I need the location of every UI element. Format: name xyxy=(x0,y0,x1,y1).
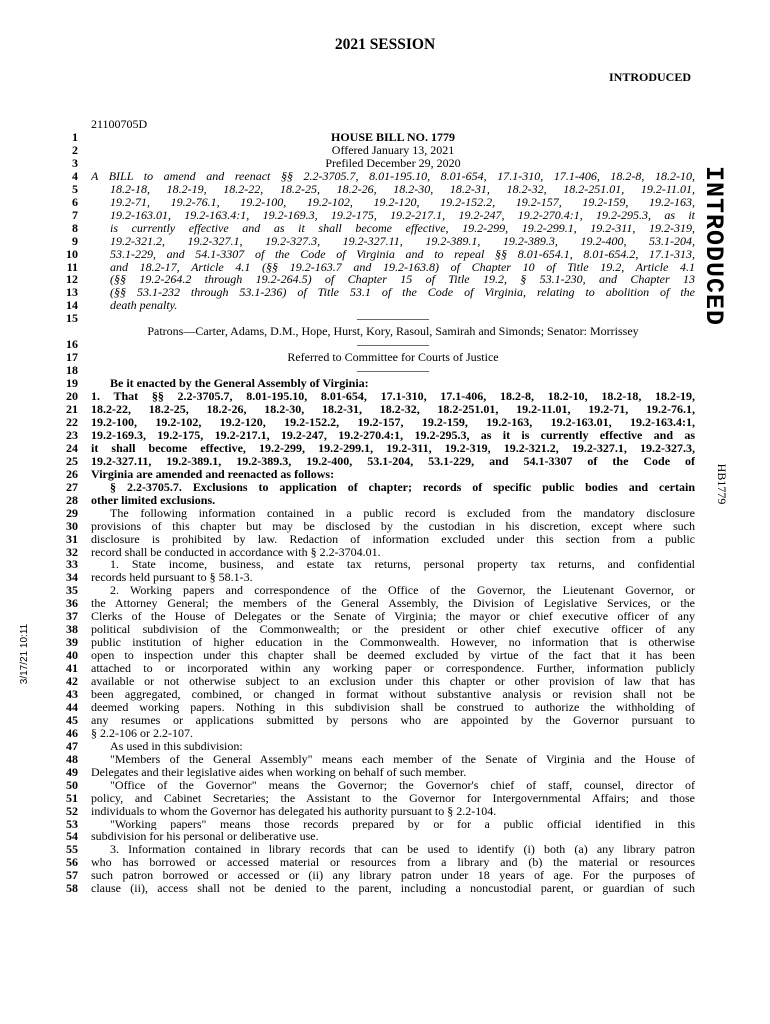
text-line xyxy=(0,714,770,727)
line-text: who has borrowed or accessed material or resources from a library and (b) the material or resources xyxy=(91,856,695,870)
line-number: 11 xyxy=(66,259,78,274)
line-number: 38 xyxy=(66,622,78,637)
line-number: 55 xyxy=(66,842,78,857)
line-text: 19.2-100, 19.2-102, 19.2-120, 19.2-152.2, 19.2-157, 19.2-159, 19.2-163, 19.2-163.01, 19.2-163.4:1, xyxy=(91,415,695,429)
text-line xyxy=(0,675,770,688)
line-number: 19 xyxy=(66,376,78,391)
line-number: 45 xyxy=(66,712,78,727)
text-line xyxy=(0,623,770,636)
line-text: subdivision for his personal or deliberative use. xyxy=(91,829,319,844)
line-text: § 2.2-3705.7. Exclusions to application of chapter; records of specific public bodies and certain xyxy=(110,480,695,494)
line-number: 20 xyxy=(66,389,78,404)
line-text: individuals to whom the Governor has delegated his authority pursuant to § 2.2-104. xyxy=(91,803,497,818)
line-text: 1. State income, business, and estate tax returns, personal property tax returns, and confidential xyxy=(110,558,695,572)
status-label: INTRODUCED xyxy=(608,70,691,84)
text-line xyxy=(0,843,770,856)
text-line xyxy=(0,429,770,442)
line-text: other limited exclusions. xyxy=(91,492,216,507)
line-number: 26 xyxy=(66,466,78,481)
text-line xyxy=(0,636,770,649)
line-text: death penalty. xyxy=(110,298,178,313)
line-number: 6 xyxy=(72,194,78,209)
line-number: 3 xyxy=(72,155,78,170)
session-heading: 2021 SESSION xyxy=(334,36,436,53)
text-line xyxy=(0,261,770,274)
line-text: deemed working papers. Nothing in this subdivision shall be construed to authorize the withholding of xyxy=(91,700,695,714)
text-line xyxy=(0,209,770,222)
line-number: 21 xyxy=(66,402,78,417)
line-text: Offered January 13, 2021 xyxy=(331,142,455,157)
text-line xyxy=(0,248,770,261)
line-text: any resumes or applications submitted by persons who are appointed by the Governor pursuant to xyxy=(91,713,695,727)
line-number: 46 xyxy=(66,725,78,740)
line-number: 40 xyxy=(66,648,78,663)
line-number: 7 xyxy=(72,207,78,222)
line-text: is currently effective and as it shall become effective, 19.2-299, 19.2-299.1, 19.2-311, 19.2-319, xyxy=(110,221,695,235)
text-line xyxy=(0,727,770,740)
line-number: 44 xyxy=(66,699,78,714)
line-text: HOUSE BILL NO. 1779 xyxy=(330,130,456,144)
line-number: 36 xyxy=(66,596,78,611)
line-number: 32 xyxy=(66,544,78,559)
line-number: 51 xyxy=(66,790,78,805)
line-text: provisions of this chapter but may be disclosed by the custodian in his discretion, except where such xyxy=(91,519,695,533)
line-number: 4 xyxy=(72,168,78,183)
text-line xyxy=(0,377,770,390)
line-number: 2 xyxy=(72,142,78,157)
text-line xyxy=(0,196,770,209)
line-number: 8 xyxy=(72,220,78,235)
line-text: 18.2-22, 18.2-25, 18.2-26, 18.2-30, 18.2-31, 18.2-32, 18.2-251.01, 19.2-11.01, 19.2-71, 19.2-76.1, xyxy=(91,403,695,416)
line-text: disclosure is prohibited by law. Redaction of information excluded under this section from a public xyxy=(91,532,695,546)
line-number: 24 xyxy=(66,440,78,455)
text-line xyxy=(0,882,770,895)
line-text: available or not otherwise subject to an exclusion under this chapter or other provision of law that has xyxy=(91,675,695,688)
line-text: § 2.2-106 or 2.2-107. xyxy=(91,725,193,740)
line-number: 10 xyxy=(66,246,78,261)
line-text: A BILL to amend and reenact §§ 2.2-3705.7, 8.01-195.10, 8.01-654, 17.1-310, 17.1-406, 18.2-8, 18.2-10, xyxy=(91,169,695,183)
text-line xyxy=(0,610,770,623)
line-number: 16 xyxy=(66,337,78,352)
line-text: 2. Working papers and correspondence of the Office of the Governor, the Lieutenant Governor, or xyxy=(110,584,695,598)
line-number: 30 xyxy=(66,518,78,533)
line-text: record shall be conducted in accordance with § 2.2-3704.01. xyxy=(91,544,381,559)
text-line xyxy=(0,170,770,183)
line-text: Delegates and their legislative aides when working on behalf of such member. xyxy=(91,764,467,779)
text-line xyxy=(0,740,770,753)
side-timestamp: 3/17/21 10:11 xyxy=(19,623,30,685)
line-text: "Members of the General Assembly" means each member of the Senate of Virginia and the House of xyxy=(110,752,695,766)
text-line xyxy=(0,688,770,701)
text-line xyxy=(0,468,770,481)
text-line xyxy=(0,701,770,714)
line-number: 37 xyxy=(66,609,78,624)
text-line xyxy=(0,390,770,403)
line-text: clause (ii), access shall not be denied to the parent, including a noncustodial parent, or guardian of such xyxy=(91,882,695,896)
text-line xyxy=(0,649,770,662)
line-number: 57 xyxy=(66,868,78,883)
side-introduced-label: INTRODUCED xyxy=(699,165,728,327)
line-text: Be it enacted by the General Assembly of Virginia: xyxy=(110,376,369,391)
line-number: 41 xyxy=(66,661,78,676)
line-number: 25 xyxy=(66,453,78,468)
line-text: The following information contained in a public record is excluded from the mandatory disclosure xyxy=(110,506,695,520)
line-text: Prefiled December 29, 2020 xyxy=(325,155,461,170)
line-text: 19.2-321.2, 19.2-327.1, 19.2-327.3, 19.2-327.11, 19.2-389.1, 19.2-389.3, 19.2-400, 53.1-204, xyxy=(110,234,695,248)
text-line xyxy=(0,533,770,546)
text-line xyxy=(0,597,770,610)
line-text: 19.2-71, 19.2-76.1, 19.2-100, 19.2-102, 19.2-120, 19.2-152.2, 19.2-157, 19.2-159, 19.2-163, xyxy=(110,195,695,209)
line-number: 43 xyxy=(66,686,78,701)
text-line xyxy=(0,753,770,766)
text-line xyxy=(0,144,770,157)
line-number: 13 xyxy=(66,285,78,300)
text-line xyxy=(0,856,770,869)
text-line xyxy=(0,520,770,533)
text-line xyxy=(0,403,770,416)
line-number: 18 xyxy=(66,363,78,378)
bill-id: 21100705D xyxy=(91,117,148,131)
text-line xyxy=(0,779,770,792)
line-text: political subdivision of the Commonwealth; or the president or other chief executive officer of any xyxy=(91,623,695,637)
text-line xyxy=(0,273,770,286)
line-number: 27 xyxy=(66,479,78,494)
line-text: such patron borrowed or accessed or (ii) any library patron under 18 years of age. For the purposes of xyxy=(91,869,695,883)
text-line xyxy=(0,222,770,235)
line-text: public institution of higher education in the Commonwealth. However, no information that is otherwise xyxy=(91,636,695,650)
line-number: 35 xyxy=(66,583,78,598)
text-line xyxy=(0,546,770,559)
line-text: 19.2-163.01, 19.2-163.4:1, 19.2-169.3, 19.2-175, 19.2-217.1, 19.2-247, 19.2-270.4:1, 19.2-295.3, as it xyxy=(110,208,695,222)
line-number: 9 xyxy=(72,233,78,248)
line-number: 23 xyxy=(66,427,78,442)
line-text: records held pursuant to § 58.1-3. xyxy=(91,570,253,585)
text-line xyxy=(0,416,770,429)
line-number: 47 xyxy=(66,738,78,753)
text-line xyxy=(0,157,770,170)
line-number: 17 xyxy=(66,350,78,365)
line-text: open to inspection under this chapter shall be deemed excluded by virtue of the fact that it has been xyxy=(91,649,695,663)
line-number: 33 xyxy=(66,557,78,572)
line-number: 39 xyxy=(66,635,78,650)
line-text: Clerks of the House of Delegates or the Senate of Virginia; the mayor or chief executive officer of any xyxy=(91,610,695,624)
text-line xyxy=(0,584,770,597)
line-text: Patrons—Carter, Adams, D.M., Hope, Hurst, Kory, Rasoul, Samirah and Simonds; Senator: Morrissey xyxy=(147,324,639,339)
text-line xyxy=(0,766,770,779)
line-text: —————— xyxy=(357,311,429,326)
text-line xyxy=(0,792,770,805)
line-number: 28 xyxy=(66,492,78,507)
line-text: —————— xyxy=(357,337,429,352)
line-number: 12 xyxy=(66,272,78,287)
line-text: (§§ 53.1-232 through 53.1-236) of Title 53.1 of the Code of Virginia, relating to abolition of the xyxy=(110,286,695,300)
line-number: 15 xyxy=(66,311,78,326)
text-line xyxy=(0,830,770,843)
text-line xyxy=(0,183,770,196)
text-line xyxy=(0,662,770,675)
line-number: 53 xyxy=(66,816,78,831)
line-number: 54 xyxy=(66,829,78,844)
line-text: it shall become effective, 19.2-299, 19.2-299.1, 19.2-311, 19.2-319, 19.2-321.2, 19.2-327.1, 19.2-327.3, xyxy=(91,441,695,455)
line-text: As used in this subdivision: xyxy=(110,738,243,753)
text-line xyxy=(0,805,770,818)
line-number: 1 xyxy=(72,130,78,144)
line-number: 48 xyxy=(66,751,78,766)
line-text: been aggregated, combined, or changed in format without substantive analysis or revision shall not be xyxy=(91,687,695,701)
line-number: 52 xyxy=(66,803,78,818)
line-number: 14 xyxy=(66,298,78,313)
text-line xyxy=(0,869,770,882)
bill-text xyxy=(0,131,770,895)
text-line xyxy=(0,442,770,455)
side-bill-short: HB1779 xyxy=(715,463,729,505)
text-line xyxy=(0,571,770,584)
line-text: 3. Information contained in library records that can be used to identify (i) both (a) any library patron xyxy=(110,843,695,857)
line-number: 56 xyxy=(66,855,78,870)
line-text: (§§ 19.2-264.2 through 19.2-264.5) of Chapter 15 of Title 19.2, § 53.1-230, and Chapter 13 xyxy=(110,273,695,287)
text-line xyxy=(0,455,770,468)
line-text: 19.2-169.3, 19.2-175, 19.2-217.1, 19.2-247, 19.2-270.4:1, 19.2-295.3, as it is currently effective and as xyxy=(91,428,695,442)
line-text: 18.2-18, 18.2-19, 18.2-22, 18.2-25, 18.2-26, 18.2-30, 18.2-31, 18.2-32, 18.2-251.01, 19.2-11.01, xyxy=(110,182,695,196)
text-line xyxy=(0,494,770,507)
line-number: 5 xyxy=(72,181,78,196)
line-text: 1. That §§ 2.2-3705.7, 8.01-195.10, 8.01-654, 17.1-310, 17.1-406, 18.2-8, 18.2-10, 18.2-18, 18.2-19, xyxy=(91,390,695,404)
line-number: 58 xyxy=(66,881,78,896)
text-line xyxy=(0,131,770,144)
line-text: policy, and Cabinet Secretaries; the Assistant to the Governor for Intergovernmental Affairs; and those xyxy=(91,791,695,805)
line-number: 22 xyxy=(66,414,78,429)
text-line xyxy=(0,507,770,520)
line-text: "Working papers" means those records prepared by or for a public official identified in this xyxy=(110,817,695,831)
line-number: 49 xyxy=(66,764,78,779)
line-number: 31 xyxy=(66,531,78,546)
line-text: "Office of the Governor" means the Governor; the Governor's chief of staff, counsel, director of xyxy=(110,778,695,792)
line-text: 19.2-327.11, 19.2-389.1, 19.2-389.3, 19.2-400, 53.1-204, 53.1-229, and 54.1-3307 of the Code of xyxy=(91,454,695,468)
line-text: 53.1-229, and 54.1-3307 of the Code of Virginia and to repeal §§ 8.01-654.1, 8.01-654.2, 17.1-313, xyxy=(110,247,695,261)
line-text: and 18.2-17, Article 4.1 (§§ 19.2-163.7 and 19.2-163.8) of Chapter 10 of Title 19.2, Article 4.1 xyxy=(110,260,695,274)
line-text: Virginia are amended and reenacted as follows: xyxy=(91,466,335,481)
line-number: 42 xyxy=(66,674,78,689)
line-text: —————— xyxy=(357,363,429,378)
text-line xyxy=(0,481,770,494)
line-text: attached to or incorporated within any working paper or correspondence. Further, information publicly xyxy=(91,662,695,676)
line-text: the Attorney General; the members of the General Assembly, the Division of Legislative Services, or the xyxy=(91,597,695,611)
line-number: 29 xyxy=(66,505,78,520)
line-number: 34 xyxy=(66,570,78,585)
line-number: 50 xyxy=(66,777,78,792)
text-line xyxy=(0,235,770,248)
line-text: Referred to Committee for Courts of Justice xyxy=(287,350,499,365)
